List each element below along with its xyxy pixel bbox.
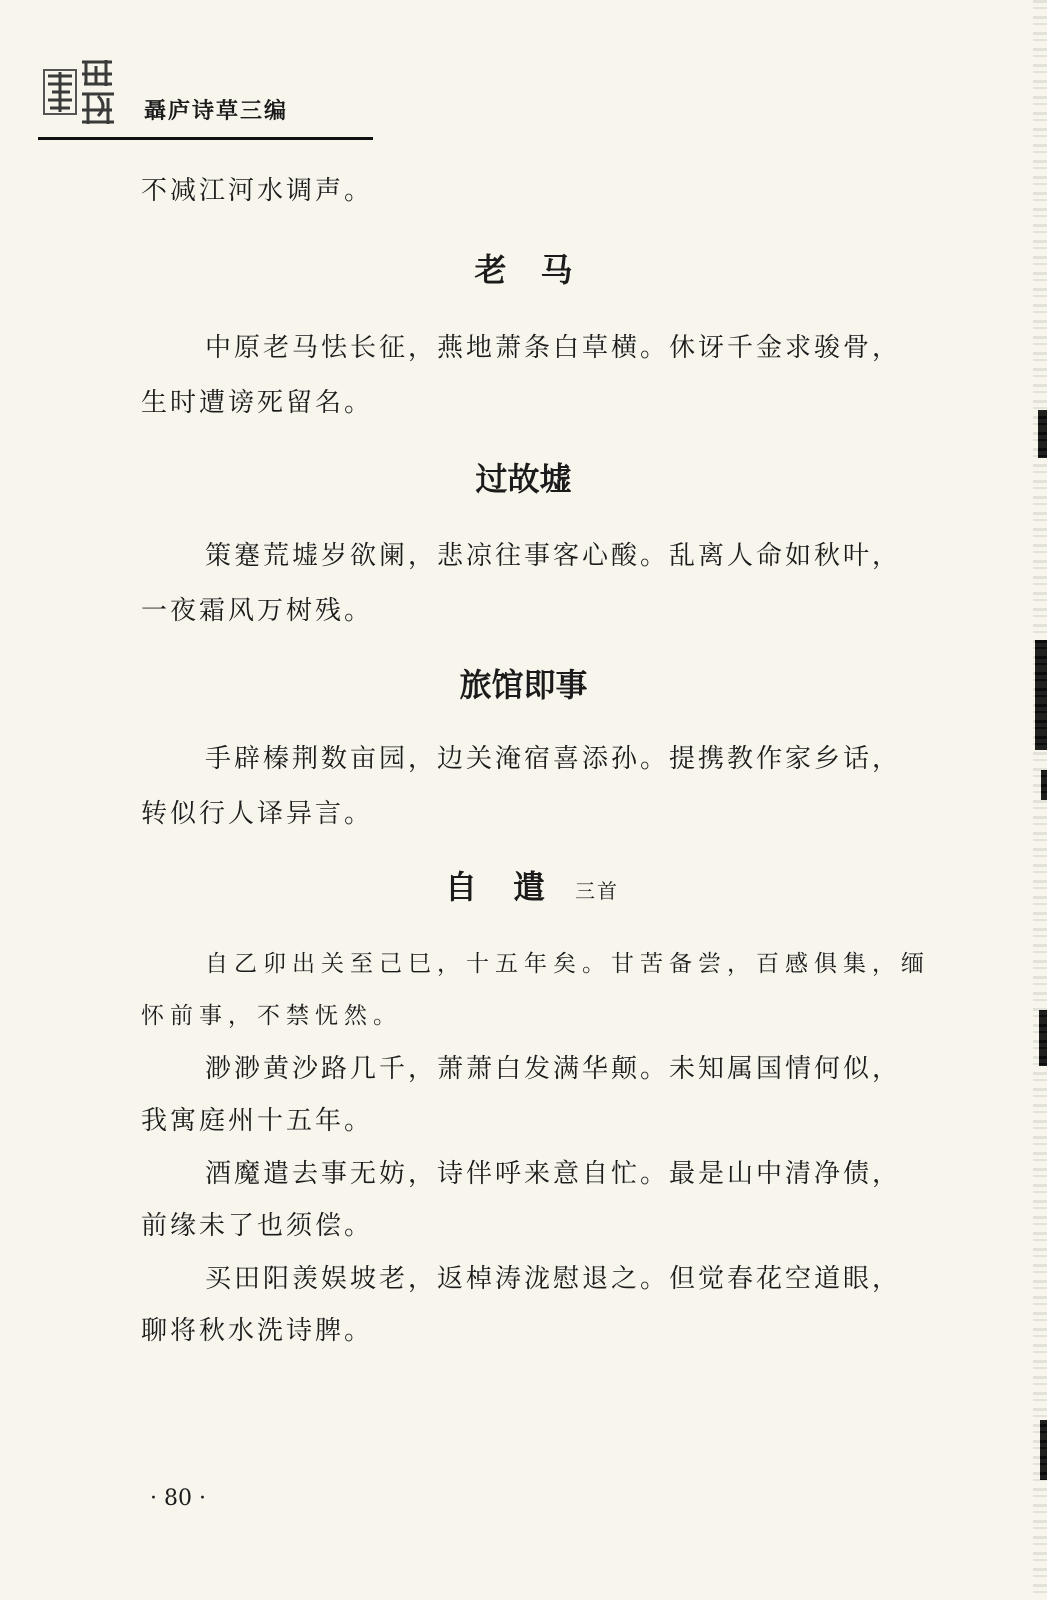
header-rule (38, 137, 373, 140)
poem-line: 我寓庭州十五年。 (141, 1106, 374, 1136)
poem-line: 酒魔遣去事无妨，诗伴呼来意自忙。最是山中清净债， (205, 1159, 902, 1189)
torn-edge-mark (1039, 1010, 1047, 1066)
poem-line: 策蹇荒墟岁欲阑，悲凉往事客心酸。乱离人命如秋叶， (205, 541, 902, 571)
torn-edge-mark (1040, 1420, 1047, 1480)
poem-title: 自遣 (445, 868, 582, 906)
continuation-line: 不减江河水调声。 (141, 176, 374, 206)
poem-title-row (445, 862, 619, 908)
preface-line: 自乙卯出关至己巳，十五年矣。甘苦备尝，百感俱集，缅 (205, 951, 930, 977)
poem-title: 老马 (474, 251, 607, 289)
poem-subtitle: 三首 (575, 879, 620, 903)
poem-line: 中原老马怯长征，燕地萧条白草横。休讶千金求骏骨， (205, 333, 902, 363)
torn-edge-mark (1041, 770, 1047, 800)
preface-line: 怀前事，不禁怃然。 (141, 1003, 402, 1029)
poem-line: 一夜霜风万树残。 (141, 596, 374, 626)
poem-line: 买田阳羡娱坡老，返棹涛泷慰退之。但觉春花空道眼， (205, 1264, 902, 1294)
torn-edge-mark (1035, 640, 1047, 750)
page-number: · 80 · (150, 1486, 206, 1511)
page-header (38, 56, 373, 142)
seal-logo-icon (38, 56, 120, 128)
poem-line: 前缘未了也须偿。 (141, 1211, 374, 1241)
poem-title: 过故墟 (475, 460, 572, 498)
poem-line: 手辟榛荆数亩园，边关淹宿喜添孙。提携教作家乡话， (205, 744, 902, 774)
poem-line: 聊将秋水洗诗脾。 (141, 1316, 374, 1346)
poem-title: 旅馆即事 (459, 666, 588, 704)
running-title: 聶庐诗草三编 (144, 99, 289, 124)
poem-line: 渺渺黄沙路几千，萧萧白发满华颠。未知属国情何似， (205, 1054, 902, 1084)
poem-line: 生时遭谤死留名。 (141, 388, 374, 418)
poem-line: 转似行人译异言。 (141, 799, 374, 829)
torn-edge-mark (1038, 410, 1047, 458)
